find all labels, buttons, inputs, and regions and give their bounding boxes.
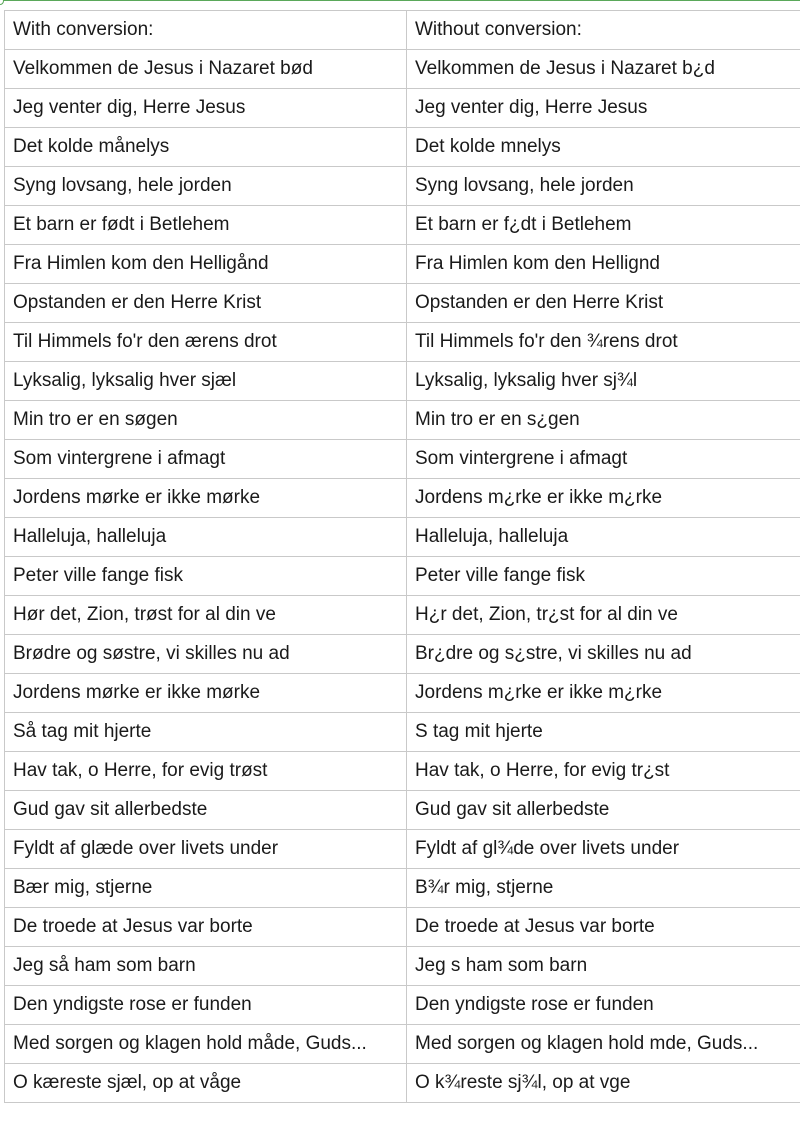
table-row (5, 206, 800, 245)
cell-with-conversion[interactable]: De troede at Jesus var borte (5, 908, 407, 947)
cell-without-conversion[interactable]: O k¾reste sj¾l, op at vge (407, 1064, 800, 1103)
cell-without-conversion[interactable]: Jeg s ham som barn (407, 947, 800, 986)
cell-with-conversion[interactable]: Lyksalig, lyksalig hver sjæl (5, 362, 407, 401)
cell-with-conversion[interactable]: Bær mig, stjerne (5, 869, 407, 908)
header-row (5, 11, 800, 50)
cell-without-conversion[interactable]: Som vintergrene i afmagt (407, 440, 800, 479)
table-row (5, 674, 800, 713)
table-row (5, 89, 800, 128)
cell-with-conversion[interactable]: Min tro er en søgen (5, 401, 407, 440)
cell-without-conversion[interactable]: Min tro er en s¿gen (407, 401, 800, 440)
cell-with-conversion[interactable]: Syng lovsang, hele jorden (5, 167, 407, 206)
table-row (5, 986, 800, 1025)
cell-without-conversion[interactable]: Hav tak, o Herre, for evig tr¿st (407, 752, 800, 791)
cell-without-conversion[interactable]: Til Himmels fo'r den ¾rens drot (407, 323, 800, 362)
cell-with-conversion[interactable]: Det kolde månelys (5, 128, 407, 167)
cell-without-conversion[interactable]: Jeg venter dig, Herre Jesus (407, 89, 800, 128)
table-row (5, 401, 800, 440)
cell-with-conversion[interactable]: Fra Himlen kom den Helligånd (5, 245, 407, 284)
cell-with-conversion[interactable]: Et barn er født i Betlehem (5, 206, 407, 245)
table-row (5, 635, 800, 674)
table-row (5, 713, 800, 752)
cell-with-conversion[interactable]: Jeg så ham som barn (5, 947, 407, 986)
cell-with-conversion[interactable]: Hør det, Zion, trøst for al din ve (5, 596, 407, 635)
cell-without-conversion[interactable]: H¿r det, Zion, tr¿st for al din ve (407, 596, 800, 635)
header-cell-without-conversion[interactable]: Without conversion: (407, 11, 800, 50)
cell-without-conversion[interactable]: Halleluja, halleluja (407, 518, 800, 557)
cell-without-conversion[interactable]: Fra Himlen kom den Hellignd (407, 245, 800, 284)
table-row (5, 50, 800, 89)
cell-with-conversion[interactable]: Jeg venter dig, Herre Jesus (5, 89, 407, 128)
table-row (5, 752, 800, 791)
table-row (5, 908, 800, 947)
cell-without-conversion[interactable]: Med sorgen og klagen hold mde, Guds... (407, 1025, 800, 1064)
table-row (5, 830, 800, 869)
table-row (5, 596, 800, 635)
table-row (5, 128, 800, 167)
cell-with-conversion[interactable]: Gud gav sit allerbedste (5, 791, 407, 830)
header-cell-with-conversion[interactable]: With conversion: (5, 11, 407, 50)
table-row (5, 518, 800, 557)
cell-without-conversion[interactable]: B¾r mig, stjerne (407, 869, 800, 908)
cell-with-conversion[interactable]: Fyldt af glæde over livets under (5, 830, 407, 869)
cell-with-conversion[interactable]: Som vintergrene i afmagt (5, 440, 407, 479)
table-row (5, 791, 800, 830)
table-row (5, 323, 800, 362)
cell-without-conversion[interactable]: Br¿dre og s¿stre, vi skilles nu ad (407, 635, 800, 674)
cell-with-conversion[interactable]: Jordens mørke er ikke mørke (5, 674, 407, 713)
cell-with-conversion[interactable]: Til Himmels fo'r den ærens drot (5, 323, 407, 362)
table-row (5, 479, 800, 518)
cell-without-conversion[interactable]: Syng lovsang, hele jorden (407, 167, 800, 206)
cell-without-conversion[interactable]: Peter ville fange fisk (407, 557, 800, 596)
cell-without-conversion[interactable]: Jordens m¿rke er ikke m¿rke (407, 674, 800, 713)
table-row (5, 1025, 800, 1064)
table-row (5, 440, 800, 479)
table-row (5, 557, 800, 596)
cell-with-conversion[interactable]: O kæreste sjæl, op at våge (5, 1064, 407, 1103)
cell-without-conversion[interactable]: Et barn er f¿dt i Betlehem (407, 206, 800, 245)
cell-with-conversion[interactable]: Jordens mørke er ikke mørke (5, 479, 407, 518)
cell-without-conversion[interactable]: S tag mit hjerte (407, 713, 800, 752)
cell-with-conversion[interactable]: Den yndigste rose er funden (5, 986, 407, 1025)
cell-with-conversion[interactable]: Peter ville fange fisk (5, 557, 407, 596)
cell-with-conversion[interactable]: Halleluja, halleluja (5, 518, 407, 557)
cell-without-conversion[interactable]: De troede at Jesus var borte (407, 908, 800, 947)
selection-handle-icon[interactable] (0, 0, 4, 5)
cell-with-conversion[interactable]: Hav tak, o Herre, for evig trøst (5, 752, 407, 791)
cell-without-conversion[interactable]: Den yndigste rose er funden (407, 986, 800, 1025)
cell-without-conversion[interactable]: Gud gav sit allerbedste (407, 791, 800, 830)
table-row (5, 284, 800, 323)
cell-with-conversion[interactable]: Brødre og søstre, vi skilles nu ad (5, 635, 407, 674)
cell-without-conversion[interactable]: Det kolde mnelys (407, 128, 800, 167)
cell-without-conversion[interactable]: Jordens m¿rke er ikke m¿rke (407, 479, 800, 518)
table-row (5, 362, 800, 401)
cell-with-conversion[interactable]: Så tag mit hjerte (5, 713, 407, 752)
cell-with-conversion[interactable]: Velkommen de Jesus i Nazaret bød (5, 50, 407, 89)
cell-without-conversion[interactable]: Fyldt af gl¾de over livets under (407, 830, 800, 869)
cell-with-conversion[interactable]: Opstanden er den Herre Krist (5, 284, 407, 323)
cell-without-conversion[interactable]: Lyksalig, lyksalig hver sj¾l (407, 362, 800, 401)
table-row (5, 245, 800, 284)
cell-without-conversion[interactable]: Opstanden er den Herre Krist (407, 284, 800, 323)
table-row (5, 1064, 800, 1103)
cell-with-conversion[interactable]: Med sorgen og klagen hold måde, Guds... (5, 1025, 407, 1064)
comparison-table (4, 10, 800, 1103)
table-row (5, 947, 800, 986)
table-row (5, 167, 800, 206)
cell-without-conversion[interactable]: Velkommen de Jesus i Nazaret b¿d (407, 50, 800, 89)
table-row (5, 869, 800, 908)
